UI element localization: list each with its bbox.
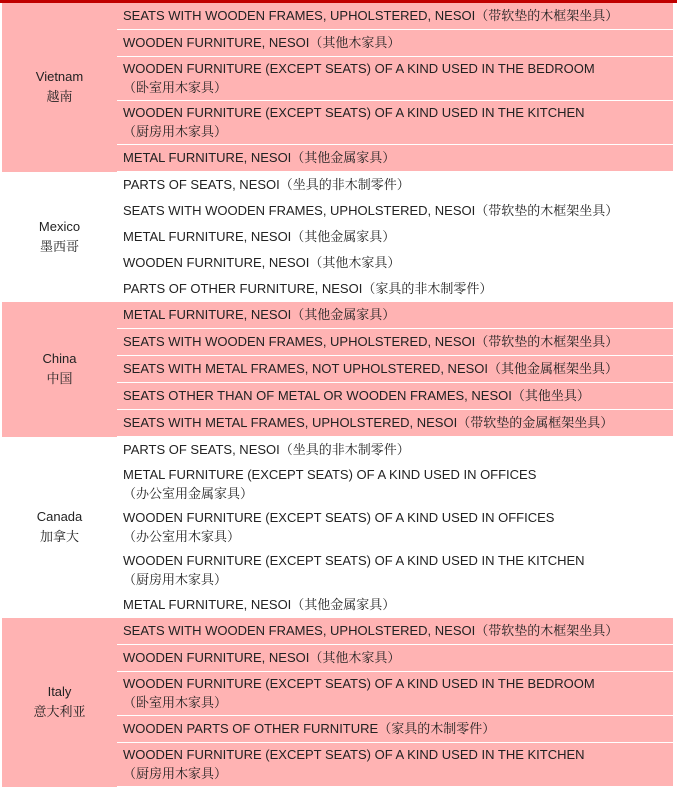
country-cell xyxy=(2,3,117,172)
table-row xyxy=(2,437,673,464)
product-description-cn: （办公室用金属家具） xyxy=(123,486,254,501)
product-description: METAL FURNITURE (EXCEPT SEATS) OF A KIND USED IN OFFICES xyxy=(123,467,537,482)
country-group xyxy=(2,172,673,303)
product-cell xyxy=(117,383,673,410)
table-row xyxy=(2,618,673,645)
product-cell xyxy=(117,356,673,383)
product-description: METAL FURNITURE, NESOI（其他金属家具） xyxy=(123,597,396,612)
country-name-en: Mexico xyxy=(38,218,81,234)
product-cell xyxy=(117,645,673,672)
product-cell xyxy=(117,30,673,57)
country-name-en: Canada xyxy=(36,509,83,525)
product-description: SEATS WITH WOODEN FRAMES, UPHOLSTERED, NESOI（带软垫的木框架坐具） xyxy=(123,623,619,638)
country-name-en: China xyxy=(42,351,77,367)
product-description-cn: （卧室用木家具） xyxy=(123,80,228,95)
table-row xyxy=(2,172,673,199)
product-description: METAL FURNITURE, NESOI（其他金属家具） xyxy=(123,307,396,322)
country-cell xyxy=(2,437,117,619)
country-name-cn: 越南 xyxy=(46,89,73,105)
product-description: SEATS WITH METAL FRAMES, NOT UPHOLSTERED, NESOI（其他金属框架坐具） xyxy=(123,361,619,376)
table-row xyxy=(2,3,673,30)
product-cell xyxy=(117,463,673,506)
product-cell xyxy=(117,329,673,356)
product-cell xyxy=(117,437,673,464)
product-description: METAL FURNITURE, NESOI（其他金属家具） xyxy=(123,229,396,244)
product-cell xyxy=(117,302,673,329)
product-cell xyxy=(117,743,673,787)
product-cell xyxy=(117,618,673,645)
product-description: METAL FURNITURE, NESOI（其他金属家具） xyxy=(123,150,396,165)
product-cell xyxy=(117,410,673,437)
product-cell xyxy=(117,101,673,145)
product-description-cn: （办公室用木家具） xyxy=(123,529,241,544)
product-description: WOODEN FURNITURE (EXCEPT SEATS) OF A KIND USED IN OFFICES xyxy=(123,510,555,525)
product-description: WOODEN FURNITURE, NESOI（其他木家具） xyxy=(123,35,401,50)
country-name-en: Vietnam xyxy=(35,69,84,85)
product-description: PARTS OF OTHER FURNITURE, NESOI（家具的非木制零件） xyxy=(123,281,493,296)
table-row xyxy=(2,302,673,329)
product-description: WOODEN FURNITURE (EXCEPT SEATS) OF A KIND USED IN THE KITCHEN xyxy=(123,747,585,762)
country-group xyxy=(2,618,673,787)
product-description: SEATS WITH METAL FRAMES, UPHOLSTERED, NESOI（带软垫的金属框架坐具） xyxy=(123,415,614,430)
product-description-cn: （厨房用木家具） xyxy=(123,124,228,139)
product-description: WOODEN FURNITURE (EXCEPT SEATS) OF A KIND USED IN THE BEDROOM xyxy=(123,676,595,691)
country-name-cn: 中国 xyxy=(46,371,73,387)
product-cell xyxy=(117,250,673,276)
product-description: WOODEN PARTS OF OTHER FURNITURE（家具的木制零件） xyxy=(123,721,496,736)
product-description: PARTS OF SEATS, NESOI（坐具的非木制零件） xyxy=(123,177,410,192)
product-description: WOODEN FURNITURE (EXCEPT SEATS) OF A KIND USED IN THE KITCHEN xyxy=(123,553,585,568)
product-description-cn: （卧室用木家具） xyxy=(123,695,228,710)
product-cell xyxy=(117,57,673,101)
country-group xyxy=(2,302,673,437)
product-description: SEATS WITH WOODEN FRAMES, UPHOLSTERED, NESOI（带软垫的木框架坐具） xyxy=(123,8,619,23)
product-description: WOODEN FURNITURE (EXCEPT SEATS) OF A KIND USED IN THE BEDROOM xyxy=(123,61,595,76)
product-cell xyxy=(117,549,673,592)
country-cell xyxy=(2,618,117,787)
country-name-cn: 意大利亚 xyxy=(33,704,86,720)
product-description: WOODEN FURNITURE, NESOI（其他木家具） xyxy=(123,650,401,665)
country-name-cn: 加拿大 xyxy=(39,529,79,545)
product-description: SEATS OTHER THAN OF METAL OR WOODEN FRAMES, NESOI（其他坐具） xyxy=(123,388,590,403)
country-group xyxy=(2,3,673,172)
country-name-cn: 墨西哥 xyxy=(39,238,79,254)
country-name-en: Italy xyxy=(47,684,72,700)
furniture-import-table xyxy=(2,3,673,787)
product-cell xyxy=(117,224,673,250)
product-description-cn: （厨房用木家具） xyxy=(123,766,228,781)
product-cell xyxy=(117,3,673,30)
product-cell xyxy=(117,198,673,224)
product-description-cn: （厨房用木家具） xyxy=(123,572,228,587)
country-cell xyxy=(2,302,117,437)
product-description: WOODEN FURNITURE, NESOI（其他木家具） xyxy=(123,255,401,270)
product-cell xyxy=(117,145,673,172)
country-group xyxy=(2,437,673,619)
product-cell xyxy=(117,716,673,743)
product-description: SEATS WITH WOODEN FRAMES, UPHOLSTERED, NESOI（带软垫的木框架坐具） xyxy=(123,203,619,218)
product-description: WOODEN FURNITURE (EXCEPT SEATS) OF A KIND USED IN THE KITCHEN xyxy=(123,105,585,120)
product-cell xyxy=(117,172,673,199)
product-cell xyxy=(117,592,673,618)
product-description: PARTS OF SEATS, NESOI（坐具的非木制零件） xyxy=(123,442,410,457)
product-cell xyxy=(117,276,673,302)
product-cell xyxy=(117,672,673,716)
product-cell xyxy=(117,506,673,549)
product-description: SEATS WITH WOODEN FRAMES, UPHOLSTERED, NESOI（带软垫的木框架坐具） xyxy=(123,334,619,349)
country-cell xyxy=(2,172,117,303)
